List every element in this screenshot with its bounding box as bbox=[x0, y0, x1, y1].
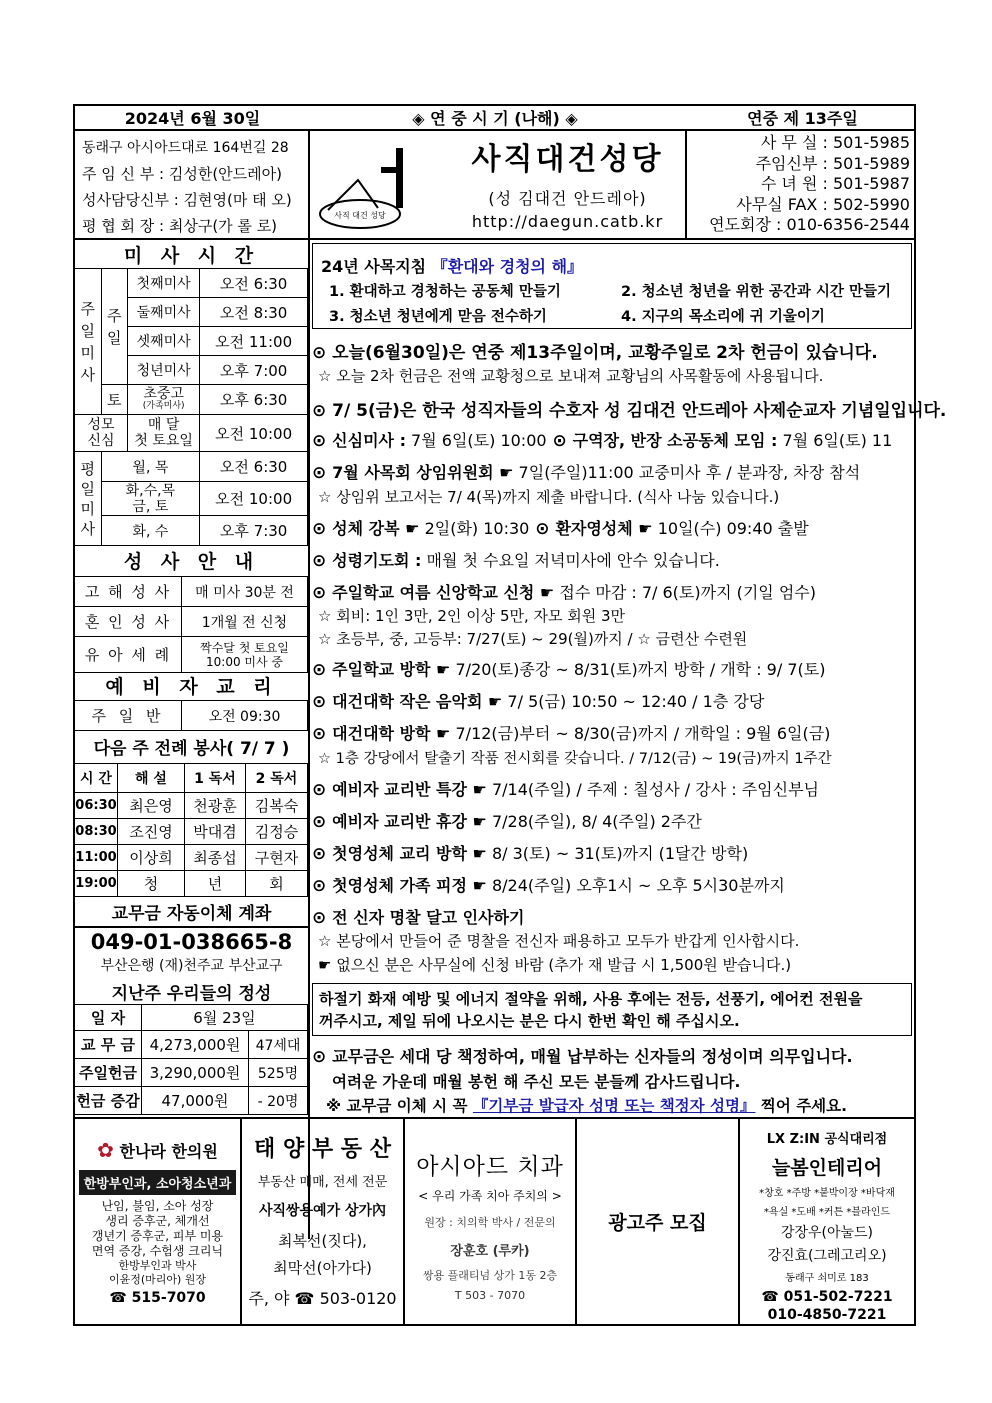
notice-text: 2일(화) 10:30 bbox=[419, 519, 530, 538]
notice-bold: 대건대학 방학 ☛ bbox=[332, 724, 451, 743]
mass-time: 오전 10:00 bbox=[200, 415, 308, 452]
notice-item: ⊙ 전 신자 명찰 달고 인사하기 bbox=[312, 908, 525, 928]
notice-text: 7/ 5(금) 10:50 ~ 12:40 / 1층 강당 bbox=[502, 692, 765, 711]
notice-bold: 첫영성체 교리 방학 ☛ bbox=[332, 844, 487, 863]
mass-name: 첫째미사 bbox=[128, 269, 200, 298]
parish-name: 사직대건성당 bbox=[471, 142, 664, 177]
notice-text: 7월 6일(토) 11 bbox=[777, 431, 893, 450]
notice-item: ⊙ 성령기도회 : 매월 첫 수요일 저녁미사에 안수 있습니다. bbox=[312, 551, 720, 571]
notice-bold: 예비자 교리반 휴강 ☛ bbox=[332, 812, 487, 831]
divider bbox=[308, 129, 310, 1239]
offering-count: - 20명 bbox=[249, 1087, 308, 1115]
mass-title: 미 사 시 간 bbox=[123, 244, 260, 267]
mass-table bbox=[74, 268, 308, 546]
liturgy-person: 청 bbox=[118, 871, 185, 897]
notice-text: 8/24(주일) 오후1시 ~ 오후 5시30분까지 bbox=[486, 876, 785, 895]
catechumen-time: 오전 09:30 bbox=[182, 701, 308, 731]
offering-date-label: 일 자 bbox=[75, 1005, 142, 1031]
liturgy-header: 해 설 bbox=[118, 764, 185, 793]
liturgy-person: 김복숙 bbox=[246, 793, 308, 819]
devotion-name: 매 달 첫 토요일 bbox=[128, 415, 200, 452]
sacrament-name: 혼 인 성 사 bbox=[75, 607, 182, 637]
notice-bold: 예비자 교리반 특강 ☛ bbox=[332, 780, 487, 799]
mass-time: 오후 7:00 bbox=[200, 356, 308, 385]
notice-text: 10일(수) 09:40 출발 bbox=[652, 519, 809, 538]
phone-convent: 수 녀 원 : 501-5987 bbox=[760, 174, 910, 193]
notice-text: 오늘(6월30일)은 연중 제13주일이며, 교황주일로 2차 헌금이 있습니다. bbox=[332, 343, 878, 363]
ad-clinic-phone: ☎ 515-7070 bbox=[109, 1290, 206, 1306]
ad-dental-address: 쌍용 플래티넘 상가 1동 2층 bbox=[422, 1269, 558, 1282]
liturgy-time: 08:30 bbox=[75, 819, 118, 845]
ad-clinic-line: 생리 증후군, 체개선 bbox=[105, 1214, 210, 1228]
motto-item: 2. 청소년 청년을 위한 공간과 시간 만들기 bbox=[621, 284, 891, 300]
liturgy-header: 1 독서 bbox=[185, 764, 246, 793]
ad-interior-items: *창호 *주방 *붙박이장 *바닥재 bbox=[759, 1188, 895, 1199]
mass-time: 오후 6:30 bbox=[200, 385, 308, 415]
assistant-priest: 성사담당신부 : 김현영(마 태 오) bbox=[82, 191, 292, 209]
sacrament-name: 고 해 성 사 bbox=[75, 577, 182, 607]
motto-item: 4. 지구의 목소리에 귀 기울이기 bbox=[621, 309, 825, 325]
notice-bold: 성령기도회 : bbox=[332, 551, 422, 570]
saturday-mass-sub: (가족미사) bbox=[142, 400, 185, 411]
liturgical-season: ◈ 연 중 시 기 (나해) ◈ bbox=[412, 109, 578, 128]
mass-name: 화,수,목 금, 토 bbox=[101, 482, 200, 516]
liturgical-week: 연중 제 13주일 bbox=[747, 109, 858, 128]
notice-sub: ☆ 초등부, 중, 고등부: 7/27(토) ~ 29(월)까지 / ☆ 금련산 수련원 bbox=[318, 630, 748, 648]
notice-bold: 신심미사 : bbox=[332, 431, 406, 450]
liturgy-person: 년 bbox=[185, 871, 246, 897]
phone-office: 사 무 실 : 501-5985 bbox=[760, 133, 910, 152]
phone-pastor: 주임신부 : 501-5989 bbox=[755, 153, 910, 173]
parish-address: 동래구 아시아드대로 164번길 28 bbox=[82, 140, 289, 156]
notice-item: ⊙ 오늘(6월30일)은 연중 제13주일이며, 교황주일로 2차 헌금이 있습니다. bbox=[312, 343, 878, 363]
sunday-label: 주 일 bbox=[101, 269, 128, 385]
summer-notice-box bbox=[312, 983, 912, 1036]
council-president: 평 협 회 장 : 최상구(가 롤 로) bbox=[82, 217, 278, 235]
liturgy-person: 조진영 bbox=[118, 819, 185, 845]
divider bbox=[685, 129, 687, 239]
mass-time: 오전 8:30 bbox=[200, 298, 308, 327]
phone-wake: 연도회장 : 010-6356-2544 bbox=[709, 215, 910, 234]
account-title: 교무금 자동이체 계좌 bbox=[111, 904, 272, 924]
ad-dental-doctor: 장훈호 (루카) bbox=[450, 1244, 530, 1259]
ad-interior-top: LX Z:IN 공식대리점 bbox=[766, 1132, 888, 1147]
liturgy-header: 2 독서 bbox=[246, 764, 308, 793]
ad-clinic-title bbox=[75, 1138, 240, 1162]
ad-dental-slogan: < 우리 가족 치아 주치의 > bbox=[418, 1189, 562, 1203]
flower-icon: ✿ bbox=[97, 1138, 114, 1162]
notice-sub: ☆ 상임위 보고서는 7/ 4(목)까지 제출 바랍니다. (식사 나눔 있습니다.) bbox=[318, 488, 780, 506]
saturday-mass-name: 초중고 bbox=[143, 385, 184, 402]
saturday-mass bbox=[128, 385, 200, 415]
notice-bold: 주일학교 방학 ☛ bbox=[332, 660, 451, 679]
tithe-note bbox=[326, 1094, 847, 1116]
devotion-label: 성모 신심 bbox=[75, 415, 128, 452]
parish-patron: (성 김대건 안드레아) bbox=[488, 189, 647, 208]
liturgy-header: 시 간 bbox=[75, 764, 118, 793]
notice-text: 7/28(주일), 8/ 4(주일) 2주간 bbox=[486, 812, 702, 831]
ad-dental bbox=[405, 1118, 575, 1325]
sacrament-name: 유 아 세 례 bbox=[75, 637, 182, 673]
offering-amount: 47,000원 bbox=[142, 1087, 249, 1115]
notice-item: ⊙ 주일학교 방학 ☛ 7/20(토)종강 ~ 8/31(토)까지 방학 / 개학 : 9/ 7(토) bbox=[312, 660, 826, 680]
account-bank: 부산은행 (재)천주교 부산교구 bbox=[100, 958, 283, 974]
ad-dental-name: 아시아드 치과 bbox=[416, 1154, 564, 1180]
mass-time: 오전 11:00 bbox=[200, 327, 308, 356]
ad-clinic-banner: 한방부인과, 소아청소년과 bbox=[79, 1170, 236, 1195]
ad-clinic-name: 한나라 한의원 bbox=[119, 1142, 218, 1161]
ad-realty bbox=[242, 1118, 403, 1325]
ad-clinic-line: 면역 증강, 수험생 크리닉 bbox=[91, 1244, 224, 1258]
mass-time: 오전 6:30 bbox=[200, 269, 308, 298]
catechumen-class: 주 일 반 bbox=[75, 701, 182, 731]
phone-fax: 사무실 FAX : 502-5990 bbox=[736, 194, 910, 214]
ad-realty-phone: 주, 야 ☎ 503-0120 bbox=[248, 1289, 397, 1308]
notice-text: 7일(주일)11:00 교중미사 후 / 분과장, 차장 참석 bbox=[513, 463, 861, 482]
catechumen-title: 예 비 자 교 리 bbox=[105, 675, 278, 698]
saturday-label: 토 bbox=[101, 385, 128, 415]
notice-bold: 성체 강복 ☛ bbox=[332, 519, 420, 538]
liturgy-time: 11:00 bbox=[75, 845, 118, 871]
offering-amount: 3,290,000원 bbox=[142, 1059, 249, 1087]
logo-text: 사직 대건 성당 bbox=[334, 211, 386, 220]
ad-interior-name: 늘봄인테리어 bbox=[771, 1157, 883, 1179]
ad-interior-phone: 010-4850-7221 bbox=[767, 1307, 887, 1323]
notice-bold: 7월 사목회 상임위원회 ☛ bbox=[332, 463, 514, 482]
ad-dental-title: 원장 : 치의학 박사 / 전문의 bbox=[424, 1216, 556, 1229]
ad-realty-person: 최복선(짓다), bbox=[278, 1232, 367, 1250]
notice-text: 매월 첫 수요일 저녁미사에 안수 있습니다. bbox=[421, 551, 720, 570]
sacrament-value: 짝수달 첫 토요일 10:00 미사 중 bbox=[182, 637, 308, 673]
offering-name: 교 무 금 bbox=[75, 1031, 142, 1059]
pastor: 주 임 신 부 : 김성한(안드레아) bbox=[82, 165, 282, 183]
summer-line: 꺼주시고, 제일 뒤에 나오시는 분은 다시 한번 확인 해 주십시오. bbox=[319, 1012, 740, 1030]
ad-clinic-line: 난임, 불임, 소아 성장 bbox=[101, 1199, 214, 1213]
sunday-mass-label: 주 일 미 사 bbox=[75, 269, 102, 415]
notice-sub: ☆ 회비: 1인 3만, 2인 이상 5만, 자모 회원 3만 bbox=[318, 607, 626, 625]
notice-item: ⊙ 성체 강복 ☛ 2일(화) 10:30 ⊙ 환자영성체 ☛ 10일(수) 09:40 출발 bbox=[312, 519, 809, 539]
motto-highlight: 『환대와 경청의 해』 bbox=[431, 257, 584, 276]
motto-item: 1. 환대하고 경청하는 공동체 만들기 bbox=[329, 284, 561, 300]
tithe-notice: ⊙ 교무금은 세대 당 책정하여, 매월 납부하는 신자들의 정성이며 의무입니다. bbox=[312, 1047, 853, 1067]
notice-item: ⊙ 첫영성체 가족 피정 ☛ 8/24(주일) 오후1시 ~ 오후 5시30분까지 bbox=[312, 876, 785, 896]
sacraments-title: 성 사 안 내 bbox=[123, 550, 260, 573]
tithe-thanks: 여려운 가운데 매월 봉헌 해 주신 모든 분들께 감사드립니다. bbox=[332, 1073, 741, 1091]
motto-item: 3. 청소년 청년에게 맏음 전수하기 bbox=[329, 309, 547, 325]
liturgy-person: 최은영 bbox=[118, 793, 185, 819]
mass-name: 둘째미사 bbox=[128, 298, 200, 327]
notice-bold: 대건대학 작은 음악회 ☛ bbox=[332, 692, 503, 711]
sacrament-value: 매 미사 30분 전 bbox=[182, 577, 308, 607]
ad-interior bbox=[740, 1118, 914, 1325]
catechumen-table bbox=[74, 700, 308, 731]
liturgy-person: 김정승 bbox=[246, 819, 308, 845]
liturgy-person: 구현자 bbox=[246, 845, 308, 871]
notice-highlight: 『기부금 발급자 성명 또는 책정자 성명』 bbox=[472, 1097, 756, 1115]
bulletin-date: 2024년 6월 30일 bbox=[124, 109, 261, 128]
notice-text: 7/ 5(금)은 한국 성직자들의 수호자 성 김대건 안드레아 사제순교자 기념일입니다. bbox=[332, 401, 947, 421]
motto-box bbox=[312, 243, 912, 329]
ad-clinic-line: 한방부인과 박사 bbox=[118, 1259, 197, 1272]
notice-sub: ☆ 오늘 2차 헌금은 전액 교황청으로 보내져 교황님의 사목활동에 사용됩니다. bbox=[318, 367, 824, 385]
parish-staff bbox=[82, 135, 292, 239]
notice-text: 전 신자 명찰 달고 인사하기 bbox=[332, 908, 525, 927]
mass-name: 셋째미사 bbox=[128, 327, 200, 356]
liturgy-person: 박대겸 bbox=[185, 819, 246, 845]
offering-title: 지난주 우리들의 정성 bbox=[111, 983, 272, 1004]
notice-bold: 구역장, 반장 소공동체 모임 : bbox=[572, 431, 778, 450]
notice-text: 교무금은 세대 당 책정하여, 매월 납부하는 신자들의 정성이며 의무입니다. bbox=[332, 1047, 853, 1066]
sacrament-value: 1개월 전 신청 bbox=[182, 607, 308, 637]
notice-item: ⊙ 주일학교 여름 신앙학교 신청 ☛ 접수 마감 : 7/ 6(토)까지 (기일 엄수) bbox=[312, 583, 817, 603]
mass-name: 월, 목 bbox=[101, 452, 200, 482]
offering-count: 525명 bbox=[249, 1059, 308, 1087]
notice-text: 7/14(주일) / 주제 : 칠성사 / 강사 : 주임신부님 bbox=[486, 780, 820, 799]
mass-time: 오전 6:30 bbox=[200, 452, 308, 482]
ad-recruit bbox=[577, 1118, 738, 1325]
mass-time: 오후 7:30 bbox=[200, 516, 308, 546]
summer-line: 하절기 화재 예방 및 에너지 절약을 위해, 사용 후에는 전등, 선풍기, 에어컨 전원을 bbox=[319, 990, 863, 1008]
ad-realty-name: 태 양 부 동 산 bbox=[254, 1137, 391, 1162]
notice-text: 7/12(금)부터 ~ 8/30(금)까지 / 개학일 : 9월 6일(금) bbox=[450, 724, 831, 743]
notice-text: 7월 6일(토) 10:00 bbox=[405, 431, 547, 450]
mass-name: 화, 수 bbox=[101, 516, 200, 546]
ad-dental-phone: T 503 - 7070 bbox=[454, 1289, 526, 1302]
notice-item: ⊙ 첫영성체 교리 방학 ☛ 8/ 3(토) ~ 31(토)까지 (1달간 방학) bbox=[312, 844, 749, 864]
sacraments-table bbox=[74, 576, 308, 673]
notice-item: ⊙ 예비자 교리반 휴강 ☛ 7/28(주일), 8/ 4(주일) 2주간 bbox=[312, 812, 702, 832]
notice-sub: ☆ 본당에서 만들어 준 명찰을 전신자 패용하고 모두가 반갑게 인사합시다. bbox=[318, 932, 800, 950]
notice-item: ⊙ 예비자 교리반 특강 ☛ 7/14(주일) / 주제 : 칠성사 / 강사 : 주임신부님 bbox=[312, 780, 820, 800]
notice-bold: 주일학교 여름 신앙학교 신청 ☛ bbox=[332, 583, 555, 602]
mass-name: 청년미사 bbox=[128, 356, 200, 385]
divider bbox=[73, 129, 916, 131]
account-number: 049-01-038665-8 bbox=[90, 930, 293, 954]
ad-realty-location: 사직쌍용예가 상가內 bbox=[258, 1203, 387, 1219]
mass-time: 오전 10:00 bbox=[200, 482, 308, 516]
liturgy-person: 이상희 bbox=[118, 845, 185, 871]
parish-title bbox=[460, 134, 675, 231]
offering-table bbox=[74, 1004, 308, 1115]
ad-interior-person: 강진효(그레고리오) bbox=[767, 1248, 887, 1264]
parish-phones bbox=[690, 133, 910, 236]
notice-text: ※ 교무금 이체 시 꼭 bbox=[326, 1097, 473, 1115]
weekday-mass-label: 평 일 미 사 bbox=[75, 452, 102, 546]
liturgy-table bbox=[74, 763, 308, 897]
motto-title bbox=[321, 254, 583, 277]
notice-item: ⊙ 대건대학 작은 음악회 ☛ 7/ 5(금) 10:50 ~ 12:40 / 1층 강당 bbox=[312, 692, 765, 712]
motto-prefix: 24년 사목지침 bbox=[321, 257, 432, 276]
liturgy-person: 회 bbox=[246, 871, 308, 897]
offering-date: 6월 23일 bbox=[142, 1005, 308, 1031]
ad-recruit-text: 광고주 모집 bbox=[608, 1212, 707, 1234]
offering-amount: 4,273,000원 bbox=[142, 1031, 249, 1059]
liturgy-time: 06:30 bbox=[75, 793, 118, 819]
liturgy-time: 19:00 bbox=[75, 871, 118, 897]
liturgy-person: 천광훈 bbox=[185, 793, 246, 819]
ad-realty-person: 최막선(아가다) bbox=[273, 1259, 372, 1277]
ad-clinic bbox=[75, 1118, 240, 1325]
notice-sub: ☛ 없으신 분은 사무실에 신청 바람 (추가 재 발급 시 1,500원 받습니다.) bbox=[318, 956, 792, 974]
ad-interior-person: 강장우(아눌드) bbox=[780, 1225, 874, 1241]
ad-clinic-line: 이윤정(마리아) 원장 bbox=[108, 1273, 207, 1286]
notice-text: 8/ 3(토) ~ 31(토)까지 (1달간 방학) bbox=[486, 844, 749, 863]
ad-interior-items: *욕실 *도배 *커튼 *블라인드 bbox=[763, 1207, 891, 1218]
parish-url[interactable]: http://daegun.catb.kr bbox=[471, 212, 664, 231]
notice-text: 찍어 주세요. bbox=[755, 1097, 847, 1115]
notice-item: ⊙ 신심미사 : 7월 6일(토) 10:00 ⊙ 구역장, 반장 소공동체 모임 : 7월 6일(토) 11 bbox=[312, 431, 893, 451]
notice-item: ⊙ 7/ 5(금)은 한국 성직자들의 수호자 성 김대건 안드레아 사제순교자 기념일입니다. bbox=[312, 401, 947, 421]
offering-name: 헌금 증감 bbox=[75, 1087, 142, 1115]
parish-logo bbox=[318, 142, 438, 232]
notice-bold: 환자영성체 ☛ bbox=[555, 519, 653, 538]
offering-name: 주일헌금 bbox=[75, 1059, 142, 1087]
liturgy-title: 다음 주 전례 봉사( 7/ 7 ) bbox=[93, 739, 290, 759]
ad-clinic-line: 갱년기 증후군, 피부 미용 bbox=[91, 1229, 224, 1243]
notice-text: 7/20(토)종강 ~ 8/31(토)까지 방학 / 개학 : 9/ 7(토) bbox=[450, 660, 826, 679]
ad-interior-address: 동래구 쇠미로 183 bbox=[785, 1273, 869, 1284]
notice-item: ⊙ 7월 사목회 상임위원회 ☛ 7일(주일)11:00 교중미사 후 / 분과장, 차장 참석 bbox=[312, 463, 861, 483]
notice-bold: 첫영성체 가족 피정 ☛ bbox=[332, 876, 487, 895]
offering-count: 47세대 bbox=[249, 1031, 308, 1059]
notice-text: 접수 마감 : 7/ 6(토)까지 (기일 엄수) bbox=[554, 583, 817, 602]
notice-sub: ☆ 1층 강당에서 탈출기 작품 전시회를 갖습니다. / 7/12(금) ~ 19(금)까지 1주간 bbox=[318, 751, 832, 767]
notice-item: ⊙ 대건대학 방학 ☛ 7/12(금)부터 ~ 8/30(금)까지 / 개학일 : 9월 6일(금) bbox=[312, 724, 831, 744]
ad-interior-phone: ☎ 051-502-7221 bbox=[761, 1289, 893, 1305]
ad-realty-sub: 부동산 매매, 전세 전문 bbox=[257, 1175, 388, 1190]
liturgy-person: 최종섭 bbox=[185, 845, 246, 871]
